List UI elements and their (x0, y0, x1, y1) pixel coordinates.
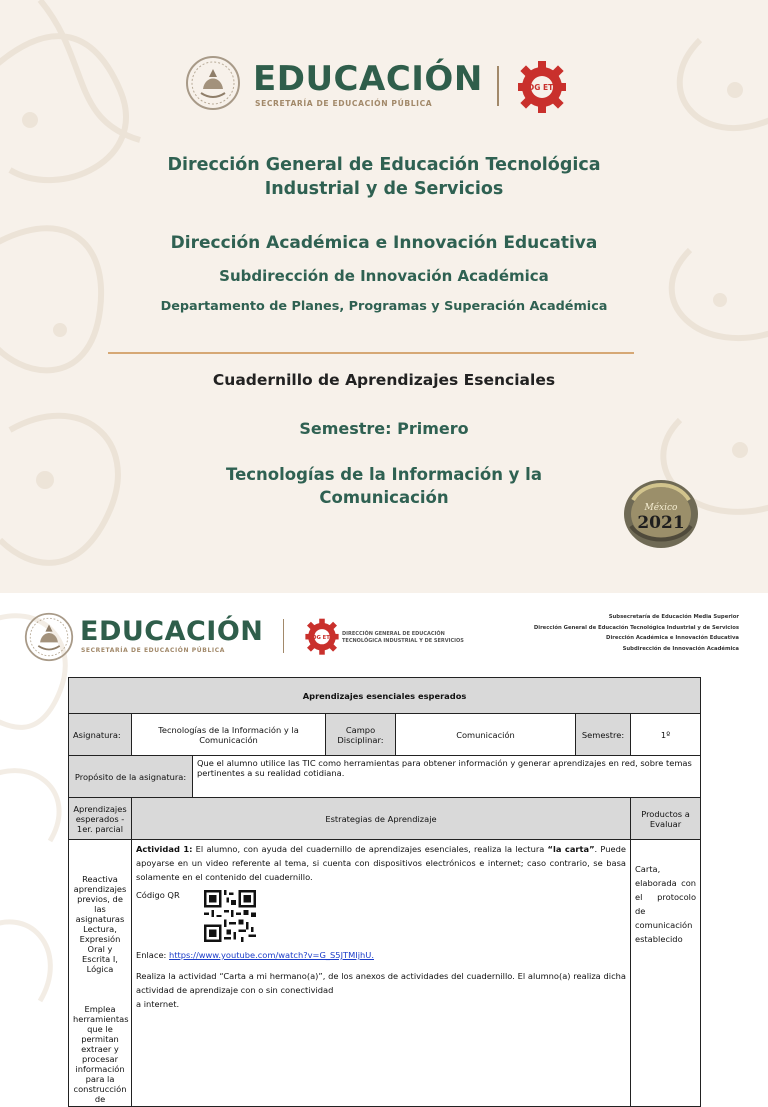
cover-line-3: Dirección Académica e Innovación Educativa (170, 233, 598, 253)
asignatura-label: Asignatura: (69, 714, 132, 756)
mexico-2021-emblem-icon (621, 474, 701, 550)
col-aprendizajes-header: Aprendizajes esperados - 1er. parcial (69, 798, 132, 840)
cover-line-5: Departamento de Planes, Programas y Superación Académica (160, 299, 608, 314)
page2-brand-divider (283, 619, 284, 653)
enlace-link[interactable]: https://www.youtube.com/watch?v=G_S5JTMIjhU. (169, 950, 374, 960)
cover-line-6: Cuadernillo de Aprendizajes Esenciales (212, 371, 556, 389)
producto-cell (631, 840, 701, 1107)
header-right-line-1: Subsecretaría de Educación Media Superior (608, 614, 739, 620)
enlace-label: Enlace: (136, 950, 169, 960)
table-title: Aprendizajes esenciales esperados (302, 690, 467, 701)
mexico-seal-icon (185, 55, 241, 111)
producto-text: Carta, elaborada con el protocolo de comunicación establecido (635, 864, 697, 944)
page2-mexico-seal-icon (24, 612, 74, 662)
qr-label: Código QR (136, 890, 180, 900)
estrategias-cell (132, 840, 631, 1107)
page-gap (0, 593, 768, 601)
page2-brand-subtitle: SECRETARÍA DE EDUCACIÓN PÚBLICA (81, 647, 225, 654)
aprendizaje-2: Emplea herramientas que le permitan extraer y procesar información para la construcción de (73, 1004, 129, 1104)
actividad-text-b: . Puede apoyarse en un video referente al tema, si cuenta con dispositivos electrónicos e internet; caso contrario, se basa solamente en el contenido del cuadernillo. (136, 844, 626, 882)
realiza-cont: a internet. (136, 999, 180, 1009)
campo-value: Comunicación (396, 714, 576, 756)
page2-header-right (534, 612, 739, 654)
dgeti-gear-icon (516, 57, 568, 115)
proposito-label: Propósito de la asignatura: (69, 756, 193, 798)
aprendizajes-table (68, 677, 701, 1107)
page2-dgeti-gear-icon (304, 614, 340, 658)
emblem-year: 2021 (637, 513, 685, 533)
dgeti-caption-1: DIRECCIÓN GENERAL DE EDUCACIÓN (342, 631, 445, 637)
semestre-label: Semestre: (576, 714, 631, 756)
dgeti-caption-2: TECNOLÓGICA INDUSTRIAL Y DE SERVICIOS (342, 638, 464, 644)
actividad-label: Actividad 1: (136, 844, 193, 854)
actividad-1 (136, 842, 626, 884)
cover-line-4: Subdirección de Innovación Académica (219, 267, 549, 285)
cover-line-2: Industrial y de Servicios (264, 179, 504, 199)
aprendizaje-1: Reactiva aprendizajes previos, de las asignaturas Lectura, Expresión Oral y Escrita I, Lógica (73, 874, 127, 974)
cover-line-9: Comunicación (319, 488, 449, 507)
header-right-line-4: Subdirección de Innovación Académica (622, 645, 739, 652)
actividad-bold: “la carta” (547, 844, 595, 854)
asignatura-value: Tecnologías de la Información y la Comunicación (132, 714, 326, 756)
qr-code-icon (204, 890, 256, 942)
page2-brand-word: EDUCACIÓN (80, 616, 264, 647)
cover-line-1: Dirección General de Educación Tecnológica (167, 155, 601, 175)
cover-separator (108, 352, 634, 354)
cover-line-7: Semestre: Primero (299, 419, 469, 438)
cover-brand-divider (497, 66, 499, 106)
semestre-value: 1º (631, 714, 701, 756)
realiza-text: Realiza la actividad “Carta a mi hermano(a)”, de los anexos de actividades del cuadernillo. El alumno(a) realiza dicha actividad de aprendizaje con o sin conectividad (136, 971, 626, 995)
col-estrategias-header: Estrategias de Aprendizaje (132, 798, 631, 840)
page2-dgeti-gear-text: DG ETI (312, 634, 332, 641)
aprendizajes-cell (69, 840, 132, 1107)
enlace-line (136, 948, 626, 962)
actividad-text-a: El alumno, con ayuda del cuadernillo de aprendizajes esenciales, realiza la lectura (192, 844, 548, 854)
col-productos-header: Productos a Evaluar (631, 798, 701, 840)
cover-brand-word: EDUCACIÓN (253, 59, 483, 99)
header-right-line-2: Dirección General de Educación Tecnológica Industrial y de Servicios (533, 624, 739, 631)
cover-brand-subtitle: SECRETARÍA DE EDUCACIÓN PÚBLICA (255, 99, 433, 108)
dgeti-gear-text: DG ETI (527, 83, 557, 92)
header-right-line-3: Dirección Académica e Innovación Educativa (606, 635, 739, 641)
proposito-value: Que el alumno utilice las TIC como herramientas para obtener información y generar aprendizajes en red, sobre temas pertinentes a su realidad cotidiana. (193, 756, 701, 798)
table-title-cell (69, 678, 701, 714)
cover-line-8: Tecnologías de la Información y la (226, 465, 542, 484)
emblem-top-text: México (644, 503, 678, 513)
campo-label: Campo Disciplinar: (326, 714, 396, 756)
